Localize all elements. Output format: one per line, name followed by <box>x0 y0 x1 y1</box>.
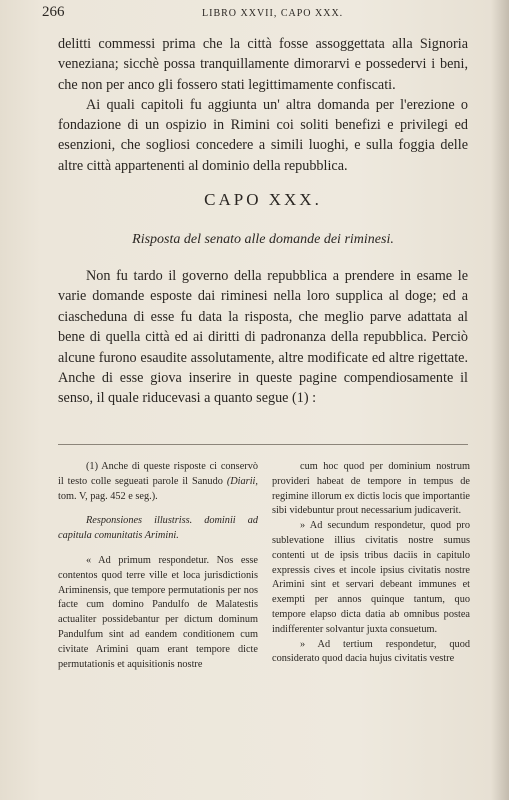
latin-text: » Ad tertium respondetur, quod considerato quod dacia hujus civitatis vestre <box>272 638 470 665</box>
footnote-column-right <box>272 460 470 667</box>
chapter-subtitle: Risposta del senato alle domande dei riminesi. <box>132 232 394 247</box>
paragraph: Non fu tardo il governo della repubblica a prendere in esame le varie domande esposte dai riminesi nella loro supplica al doge; ed a ciascheduna di esse fu data la risposta, che meglio parve adattata al bene di quella città ed ai diritti di padronanza della repubblica. Perciò alcune furono esaudite assolutamente, altre modificate ed altre rigettate. Anche di esse giova inserire in queste pagine compendiosamente il senso, il quale riducevasi a quanto segue (1) : <box>58 268 468 407</box>
running-title: LIBRO XXVII, CAPO XXX. <box>202 8 344 19</box>
chapter-title: CAPO XXX. <box>204 190 322 209</box>
page-number: 266 <box>42 4 65 20</box>
latin-text: « Ad primum respondetur. Nos esse contentos quod terre ville et loca jurisdictionis Ariminensis, que tempore permutationis per nos facte cum domino Pandulfo de Malatestis actualiter possidebantur per dictum dominum Pandulfum sint ad eandem conditionem cum civitate Arimini quam erant tempore dicte permutationis et aquisitionis nostre <box>58 554 258 670</box>
paragraph: Ai quali capitoli fu aggiunta un' altra domanda per l'erezione o fondazione di un ospizio in Rimini coi soliti benefizi e privilegi ed esenzioni, che sogliosi concedere a simili luoghi, e sulla foggia delle altre città appartenenti al dominio della repubblica. <box>58 96 468 174</box>
page-header <box>42 4 482 26</box>
footnote-column-left <box>58 460 258 672</box>
latin-text: cum hoc quod per dominium nostrum provideri habeat de tempore in tempus de regimine illorum ex dictis locis que importantie sibi videbuntur prout necessarium judicaverit. <box>272 461 470 517</box>
continuation-text <box>58 34 468 176</box>
footnote-text: (1) Anche di queste risposte ci conservò il testo colle segueati parole il Sanudo <box>58 461 258 487</box>
latin-text: » Ad secundum respondetur, quod pro sublevatione illius civitatis nostre sumus contenti ut de ipsis tribus daciis in capitulo expressis cives et incole ipsius civitatis nostre Arimini sint et servari debeant immunes et exempti per annos quinque tantum, quo tempore elapso dicta datia ab omnibus postea indifferenter solvantur juxta consuetum. <box>272 520 470 635</box>
paragraph: delitti commessi prima che la città fosse assoggettata alla Signoria veneziana; sicchè possa tranquillamente dimorarvi e possedervi i beni, che non per anco gli fossero stati legittimamente confiscati. <box>58 36 468 93</box>
page-edge-shadow <box>491 0 509 800</box>
footnote <box>58 460 258 504</box>
footnote-citation: tom. V, pag. 452 e seg.). <box>58 490 158 502</box>
footnote-divider <box>58 444 468 445</box>
footnote-source: (Diarii, <box>226 475 258 487</box>
chapter-text <box>58 266 468 409</box>
footnote-heading: Responsiones illustriss. dominii ad capitula comunitatis Arimini. <box>58 515 258 542</box>
